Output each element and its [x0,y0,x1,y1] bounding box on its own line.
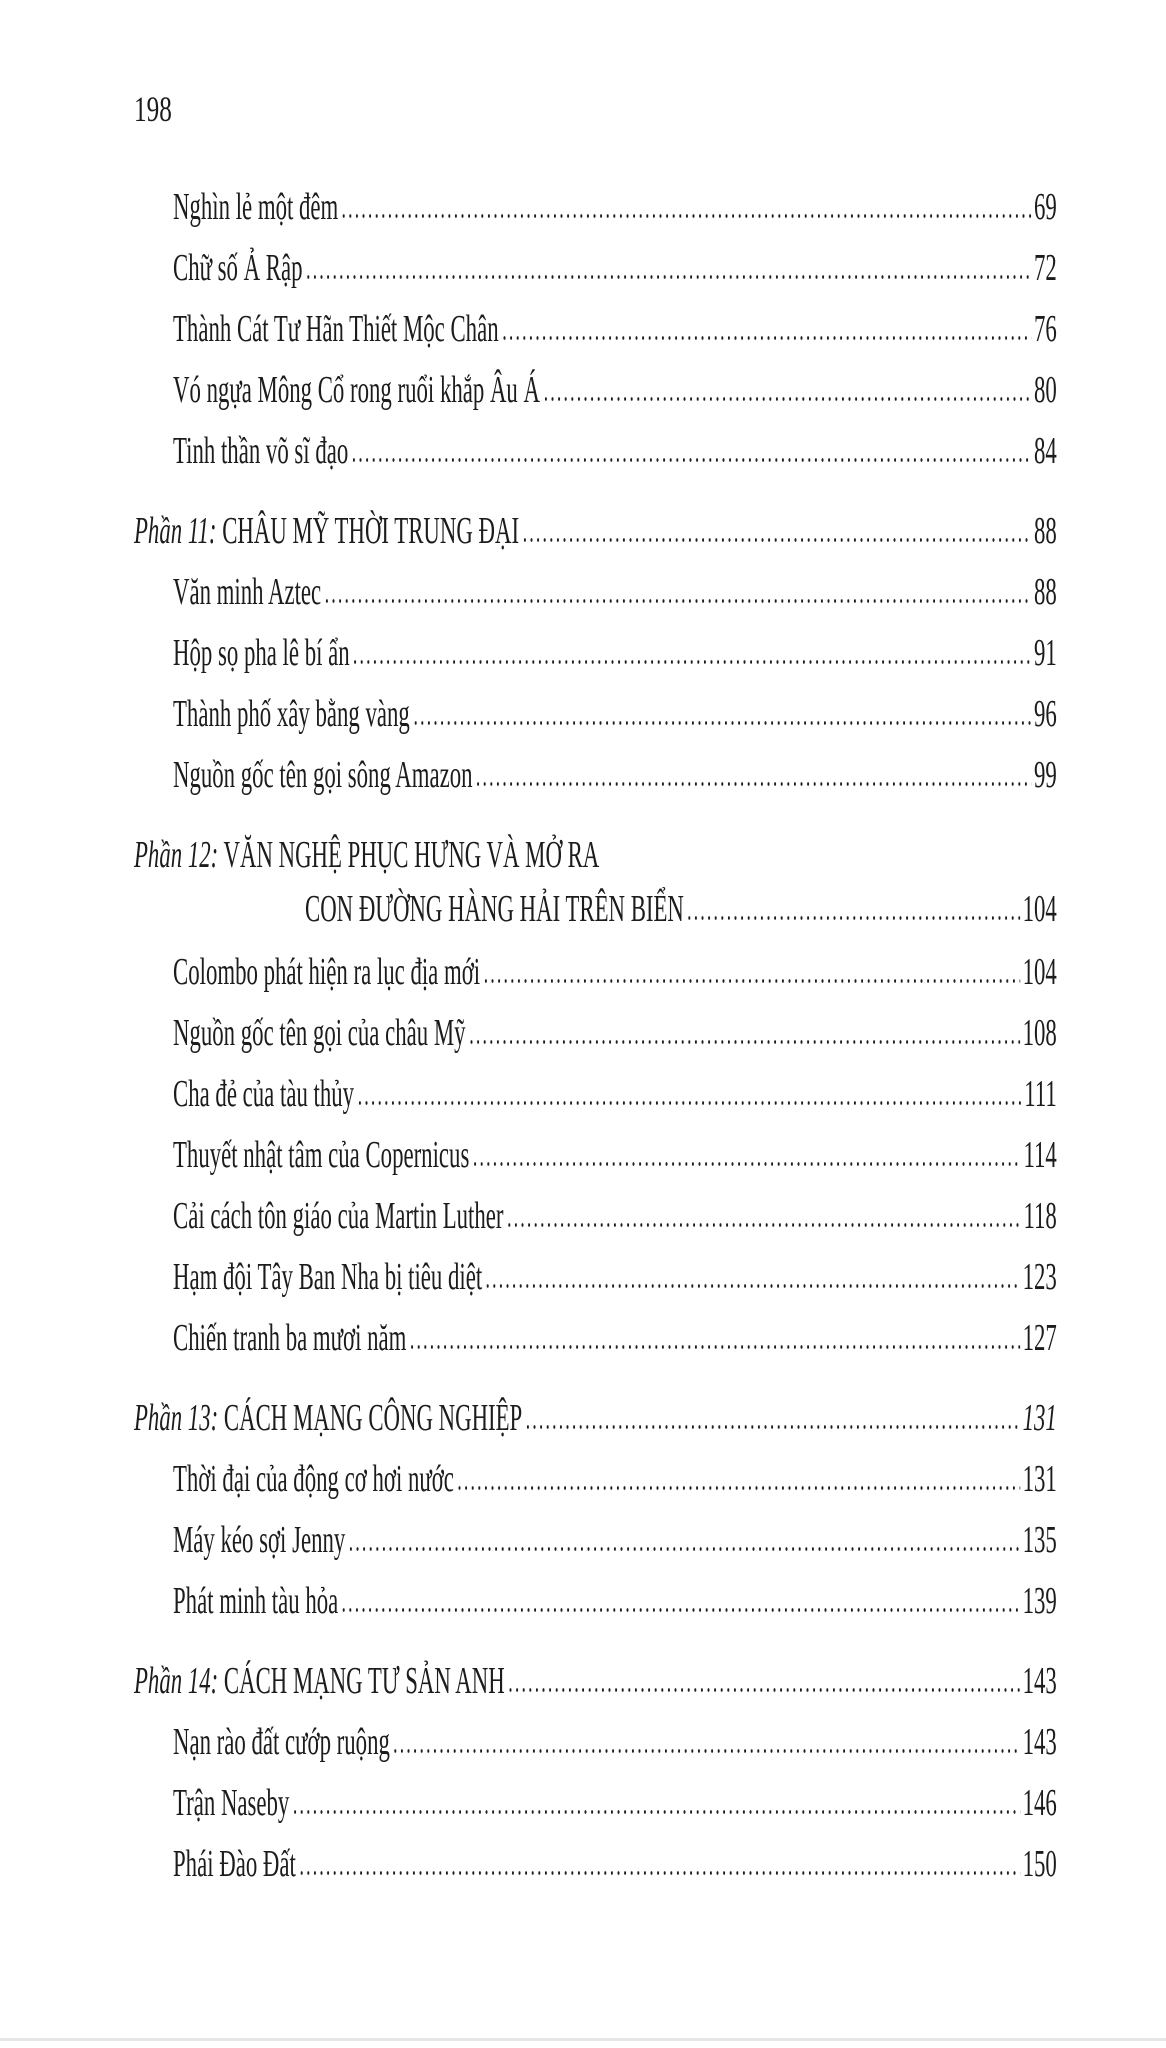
dot-leader-dots [506,1223,1021,1227]
entry-title-text: Hộp sọ pha lê bí ẩn [173,632,350,674]
dot-leader [348,1548,1021,1594]
dot-leader [501,337,1032,383]
entry-page-number: 139 [1022,1580,1057,1622]
toc-section-heading[interactable] [134,508,1057,569]
entry-title [173,1517,345,1563]
dot-leader [468,1041,1020,1087]
dot-leader-dots [456,1486,1020,1490]
dot-leader-dots [468,1040,1020,1044]
entry-page-number: 123 [1022,1256,1057,1298]
dot-leader [298,1872,1020,1918]
entry-title-text: Văn minh Aztec [173,571,322,613]
entry-title-text: Nguồn gốc tên gọi của châu Mỹ [173,1012,466,1054]
dot-leader-dots [542,397,1031,401]
entry-title-text: Colombo phát hiện ra lục địa mới [173,951,481,993]
dot-leader [485,1285,1021,1331]
dot-leader [392,1750,1020,1796]
entry-page-number: 127 [1022,1317,1057,1359]
dot-leader-dots [475,782,1032,786]
dot-leader [324,600,1032,646]
dot-leader [521,539,1031,585]
entry-title-text: Nghìn lẻ một đêm [173,186,339,228]
entry-page-number: 146 [1022,1782,1057,1824]
dot-leader [507,1689,1020,1735]
entry-page-number: 91 [1034,632,1057,674]
entry-page-number: 96 [1034,693,1057,735]
entry-title [173,1578,338,1624]
entry-page-number: 69 [1034,186,1057,228]
entry-title [173,1254,482,1300]
toc-section-heading[interactable] [134,1395,1057,1456]
entry-title [173,1315,406,1361]
entry-title [173,306,499,352]
entry-page-number: 88 [1034,571,1057,613]
toc-section-heading[interactable] [134,1658,1057,1719]
dot-leader [352,661,1032,707]
entry-title-text: Cha đẻ của tàu thủy [173,1073,355,1115]
entry-page-number: 108 [1022,1012,1057,1054]
section-prefix: Phần 11: [134,510,217,552]
entry-page-number: 72 [1034,247,1057,289]
entry-page-number: 111 [1024,1073,1057,1115]
entry-title-text: Thành Cát Tư Hãn Thiết Mộc Chân [173,308,499,350]
entry-page-number: 131 [1022,1397,1057,1439]
entry-title [173,1841,296,1887]
dot-leader-dots [501,336,1032,340]
entry-page-number: 143 [1022,1660,1057,1702]
section-prefix: Phần 13: [134,1397,219,1439]
page-edge-divider [0,2038,1166,2041]
entry-title [305,886,684,932]
dot-leader-dots [324,599,1032,603]
entry-title-text: VĂN NGHỆ PHỤC HƯNG VÀ MỞ RA [223,834,600,876]
entry-page-number: 80 [1034,369,1057,411]
entry-title-text: CON ĐƯỜNG HÀNG HẢI TRÊN BIỂN [305,888,684,930]
entry-title-text: Cải cách tôn giáo của Martin Luther [173,1195,504,1237]
entry-title-text: Trận Naseby [173,1782,290,1824]
entry-page-number: 104 [1022,951,1057,993]
dot-leader [475,783,1032,829]
entry-title-text: Thuyết nhật tâm của Copernicus [173,1134,470,1176]
entry-page-number: 76 [1034,308,1057,350]
dot-leader [409,1346,1020,1392]
dot-leader-dots [352,660,1032,664]
section-prefix: Phần 14: [134,1660,219,1702]
page-number: 198 [134,89,172,129]
entry-page-number: 88 [1034,510,1057,552]
entry-title-text: Nguồn gốc tên gọi sông Amazon [173,754,473,796]
entry-title-text: Thời đại của động cơ hơi nước [173,1458,454,1500]
dot-leader-dots [392,1749,1020,1753]
entry-page-number: 143 [1022,1721,1057,1763]
dot-leader [341,1609,1021,1655]
entry-title [173,245,303,291]
entry-title [173,1010,466,1056]
entry-title-text: Phái Đào Đất [173,1843,296,1885]
entry-page-number: 150 [1022,1843,1057,1885]
dot-leader-dots [298,1871,1020,1875]
entry-title-text: Vó ngựa Mông Cổ rong ruổi khắp Âu Á [173,369,540,411]
entry-title [134,832,599,878]
dot-leader [525,1426,1021,1472]
entry-page-number: 99 [1034,754,1057,796]
dot-leader-dots [292,1810,1020,1814]
entry-page-number: 84 [1034,430,1057,472]
dot-leader [686,917,1020,963]
dot-leader-dots [348,1547,1021,1551]
entry-title-text: Phát minh tàu hỏa [173,1580,339,1622]
dot-leader-dots [351,458,1032,462]
entry-title [173,1071,354,1117]
dot-leader-dots [485,1284,1021,1288]
entry-title [173,428,348,474]
entry-page-number: 135 [1022,1519,1057,1561]
entry-title [173,1193,503,1239]
entry-title-text: Hạm đội Tây Ban Nha bị tiêu diệt [173,1256,483,1298]
entry-title [173,949,480,995]
entry-title [173,1132,469,1178]
dot-leader-dots [412,721,1031,725]
section-prefix: Phần 12: [134,834,219,876]
entry-title-text: Chiến tranh ba mươi năm [173,1317,407,1359]
dot-leader-dots [472,1162,1021,1166]
dot-leader [351,459,1032,505]
dot-leader [456,1487,1020,1533]
entry-title [173,752,473,798]
entry-title [173,1456,454,1502]
dot-leader [341,215,1032,261]
dot-leader [542,398,1031,444]
table-of-contents [134,184,1057,1902]
entry-page-number: 131 [1022,1458,1057,1500]
entry-title [173,1780,289,1826]
entry-title-text: Nạn rào đất cướp ruộng [173,1721,390,1763]
dot-leader-dots [525,1425,1021,1429]
dot-leader [483,980,1021,1026]
entry-title [134,1658,505,1704]
entry-title [173,569,321,615]
entry-page-number: 104 [1022,888,1057,930]
dot-leader-dots [341,1608,1021,1612]
dot-leader-dots [305,275,1032,279]
entry-title-text: Chữ số Ả Rập [173,247,303,289]
dot-leader-dots [483,979,1021,983]
entry-title-text: CHÂU MỸ THỜI TRUNG ĐẠI [222,510,520,552]
dot-leader [472,1163,1021,1209]
dot-leader-dots [341,214,1032,218]
entry-title-text: Tinh thần võ sĩ đạo [173,430,349,472]
entry-page-number: 118 [1023,1195,1057,1237]
toc-section-heading[interactable] [134,832,1057,886]
toc-section-heading[interactable] [134,886,1057,949]
entry-title [134,508,519,554]
entry-title-text: Thành phố xây bằng vàng [173,693,410,735]
dot-leader-dots [507,1688,1020,1692]
entry-title [173,184,338,230]
dot-leader-dots [686,916,1020,920]
entry-title [173,1719,390,1765]
dot-leader [506,1224,1021,1270]
dot-leader [292,1811,1020,1857]
dot-leader [412,722,1031,768]
entry-title [134,1395,522,1441]
toc-entry[interactable] [134,184,1057,245]
dot-leader-dots [521,538,1031,542]
entry-title [173,367,540,413]
dot-leader-dots [356,1101,1021,1105]
entry-title-text: Máy kéo sợi Jenny [173,1519,346,1561]
entry-title [173,630,350,676]
entry-title-text: CÁCH MẠNG CÔNG NGHIỆP [223,1397,523,1439]
dot-leader-dots [409,1345,1020,1349]
entry-title-text: CÁCH MẠNG TƯ SẢN ANH [223,1660,505,1702]
entry-title [173,691,410,737]
entry-page-number: 114 [1023,1134,1057,1176]
